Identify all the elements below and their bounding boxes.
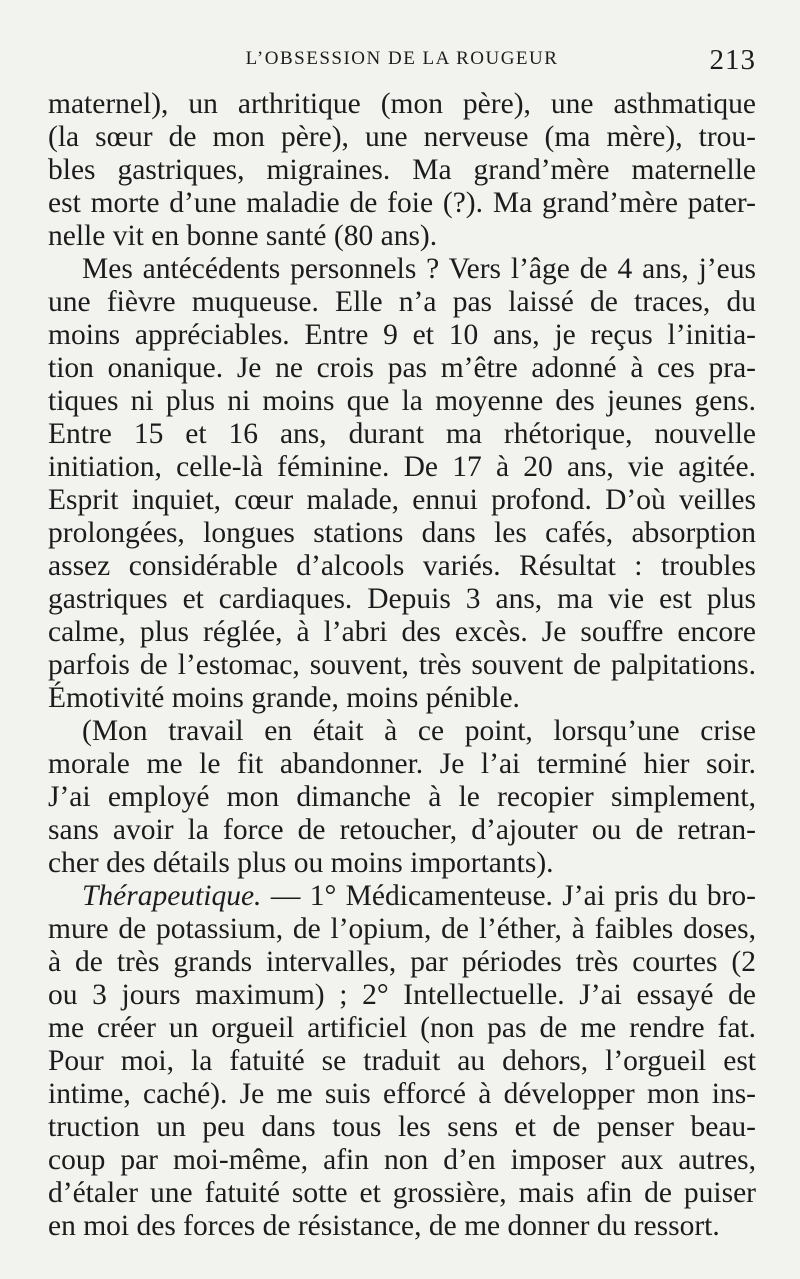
text-line: une fièvre muqueuse. Elle n’a pas laissé de traces, du — [48, 286, 756, 318]
text-line: (Mon travail en était à ce point, lorsqu’une crise — [82, 715, 756, 747]
text-line: (la sœur de mon père), une nerveuse (ma mère), trou- — [48, 121, 756, 153]
text-line: prolongées, longues stations dans les cafés, absorption — [48, 517, 756, 549]
text-line: intime, caché). Je me suis efforcé à développer mon ins- — [48, 1078, 756, 1110]
text-line: en moi des forces de résistance, de me donner du ressort. — [48, 1210, 720, 1242]
running-head — [48, 44, 756, 80]
text-line: tiques ni plus ni moins que la moyenne des jeunes gens. — [48, 385, 756, 417]
text-line: ou 3 jours maximum) ; 2° Intellectuelle. J’ai essayé de — [48, 979, 756, 1011]
section-heading-italic: Thérapeutique. — [82, 880, 262, 912]
text-line: calme, plus réglée, à l’abri des excès. Je souffre encore — [48, 616, 756, 648]
text-line: coup par moi-même, afin non d’en imposer aux autres, — [48, 1144, 756, 1176]
text-line: J’ai employé mon dimanche à le recopier simplement, — [48, 781, 756, 813]
running-title: L’OBSESSION DE LA ROUGEUR — [245, 48, 559, 69]
text-line: Émotivité moins grande, moins pénible. — [48, 682, 520, 714]
text-line: Pour moi, la fatuité se traduit au dehors, l’orgueil est — [48, 1045, 756, 1077]
text-line: assez considérable d’alcools variés. Résultat : troubles — [48, 550, 756, 582]
text-line: Esprit inquiet, cœur malade, ennui profond. D’où veilles — [48, 484, 756, 516]
text-line: est morte d’une maladie de foie (?). Ma grand’mère pater- — [48, 187, 756, 219]
text-line: gastriques et cardiaques. Depuis 3 ans, ma vie est plus — [48, 583, 756, 615]
text-line: d’étaler une fatuité sotte et grossière, mais afin de puiser — [48, 1177, 756, 1209]
text-line: maternel), un arthritique (mon père), une asthmatique — [48, 88, 756, 120]
text-line: Entre 15 et 16 ans, durant ma rhétorique, nouvelle — [48, 418, 756, 450]
text-line: mure de potassium, de l’opium, de l’éther, à faibles doses, — [48, 913, 756, 945]
text-line: initiation, celle-là féminine. De 17 à 20 ans, vie agitée. — [48, 451, 756, 483]
text-line: tion onanique. Je ne crois pas m’être adonné à ces pra- — [48, 352, 756, 384]
text-line: nelle vit en bonne santé (80 ans). — [48, 220, 438, 252]
text-line: parfois de l’estomac, souvent, très souvent de palpitations. — [48, 649, 756, 681]
text-line: sans avoir la force de retoucher, d’ajouter ou de retran- — [48, 814, 756, 846]
text-line: moins appréciables. Entre 9 et 10 ans, je reçus l’initia- — [48, 319, 756, 351]
text-run: — 1° Médicamenteuse. J’ai pris du bro- — [261, 880, 756, 912]
paragraph — [48, 88, 756, 253]
text-line — [48, 880, 756, 913]
text-line: cher des détails plus ou moins importants). — [48, 847, 554, 879]
text-line: à de très grands intervalles, par périodes très courtes (2 — [48, 946, 756, 978]
body-text — [48, 88, 756, 1243]
text-line: Mes antécédents personnels ? Vers l’âge de 4 ans, j’eus — [82, 253, 756, 285]
text-line: truction un peu dans tous les sens et de penser beau- — [48, 1111, 756, 1143]
text-line: me créer un orgueil artificiel (non pas de me rendre fat. — [48, 1012, 756, 1044]
text-line: bles gastriques, migraines. Ma grand’mère maternelle — [48, 154, 756, 186]
paragraph — [48, 715, 756, 880]
text-line: morale me le fit abandonner. Je l’ai terminé hier soir. — [48, 748, 756, 780]
paragraph — [48, 880, 756, 1243]
paragraph — [48, 253, 756, 715]
page-number: 213 — [709, 44, 756, 76]
